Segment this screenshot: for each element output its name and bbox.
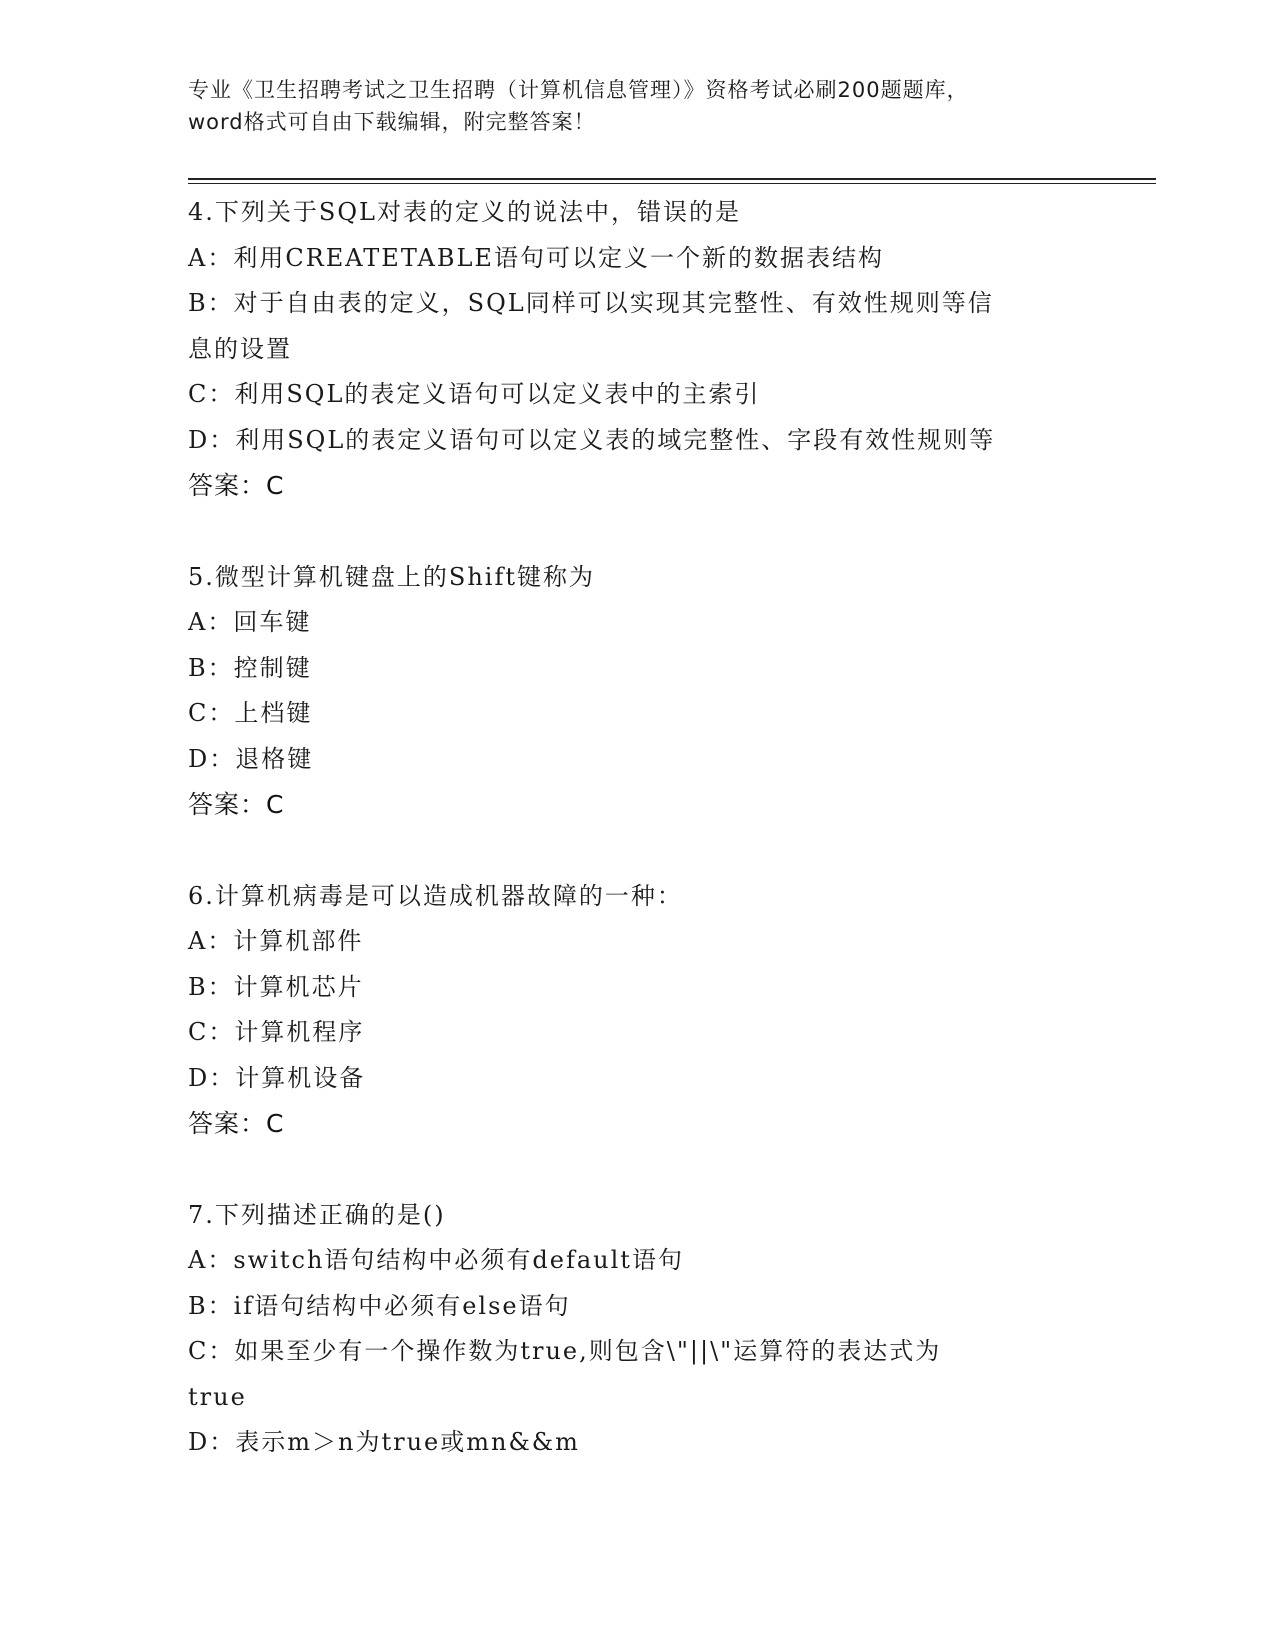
question-stem: 7.下列描述正确的是() — [188, 1200, 446, 1229]
question-spacer — [188, 509, 1148, 555]
option-b: B：计算机芯片 — [188, 972, 364, 1001]
option-a: A：switch语句结构中必须有default语句 — [188, 1246, 684, 1274]
header-divider-thick — [188, 178, 1156, 180]
option-b: B：if语句结构中必须有else语句 — [188, 1291, 571, 1320]
option-c-continued: true — [188, 1382, 247, 1411]
answer-label: 答案：C — [188, 471, 285, 500]
option-a: A：回车键 — [188, 608, 312, 636]
option-a: A：利用CREATETABLE语句可以定义一个新的数据表结构 — [188, 243, 884, 272]
question-block-4 — [188, 190, 1148, 509]
option-d: D：表示m＞n为true或mn&&m — [188, 1428, 580, 1456]
answer-label: 答案：C — [188, 790, 285, 819]
answer-label: 答案：C — [188, 1109, 285, 1138]
question-stem: 6.计算机病毒是可以造成机器故障的一种： — [188, 881, 683, 910]
header-divider-thin — [188, 183, 1156, 184]
question-block-5 — [188, 555, 1148, 828]
header-title-line-2: word格式可自由下载编辑，附完整答案！ — [188, 110, 596, 134]
option-c: C：上档键 — [188, 699, 313, 727]
option-c: C：计算机程序 — [188, 1018, 365, 1046]
option-c: C：利用SQL的表定义语句可以定义表中的主索引 — [188, 380, 761, 408]
question-stem: 5.微型计算机键盘上的Shift键称为 — [188, 562, 595, 591]
option-b-continued: 息的设置 — [188, 334, 292, 363]
option-b: B：对于自由表的定义，SQL同样可以实现其完整性、有效性规则等信 — [188, 289, 994, 317]
option-b: B：控制键 — [188, 653, 312, 682]
option-c: C：如果至少有一个操作数为true,则包含\"||\"运算符的表达式为 — [188, 1337, 942, 1365]
question-block-7 — [188, 1193, 1148, 1466]
option-d: D：退格键 — [188, 744, 314, 773]
question-block-6 — [188, 874, 1148, 1147]
header-title-line-1: 专业《卫生招聘考试之卫生招聘（计算机信息管理）》资格考试必刷200题题库， — [188, 78, 969, 102]
option-d: D：计算机设备 — [188, 1063, 366, 1092]
option-a: A：计算机部件 — [188, 927, 364, 955]
question-stem: 4.下列关于SQL对表的定义的说法中，错误的是 — [188, 198, 741, 226]
question-list — [188, 190, 1148, 1466]
document-header — [188, 74, 1108, 138]
option-d: D：利用SQL的表定义语句可以定义表的域完整性、字段有效性规则等 — [188, 425, 996, 454]
question-spacer — [188, 828, 1148, 874]
question-spacer — [188, 1147, 1148, 1193]
